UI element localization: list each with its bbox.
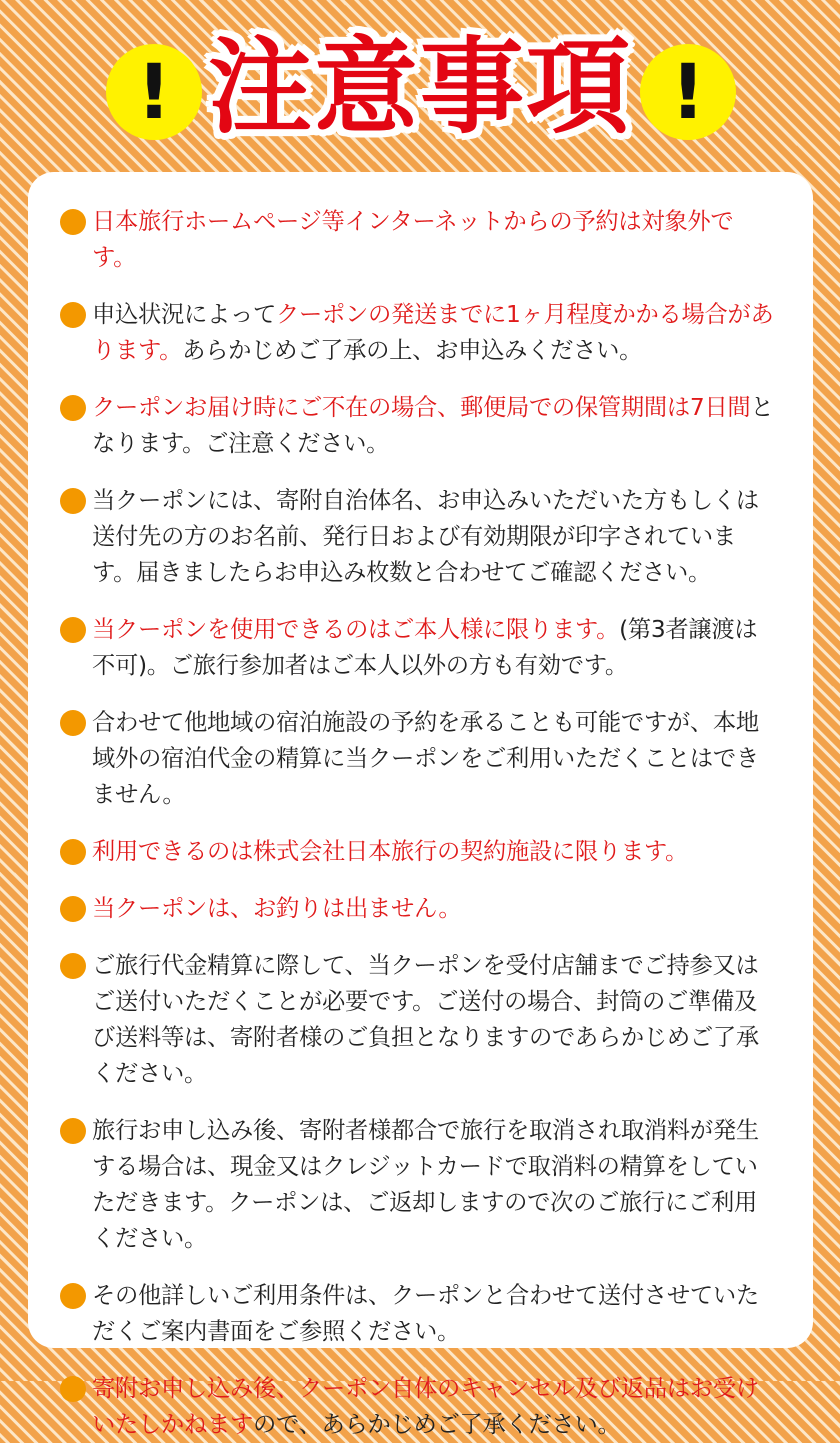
bullet-dot-icon xyxy=(60,896,86,922)
exclamation-icon-left: ! xyxy=(106,44,202,140)
note-segment: ご旅行代金精算に際して、当クーポンを受付店舗までご持参又はご送付いただくことが必要です。ご送付の場合、封筒のご準備及び送料等は、寄附者様のご負担となりますのであらかじめご了承ください。 xyxy=(92,952,759,1087)
bullet-dot-icon xyxy=(60,839,86,865)
note-text xyxy=(92,705,775,813)
note-segment: となります。ご注意ください。 xyxy=(92,394,774,457)
page-title: 注意事項 xyxy=(207,26,632,148)
note-text xyxy=(92,1278,775,1350)
note-segment: ので、あらかじめご了承ください。 xyxy=(252,1411,621,1438)
note-item xyxy=(60,1371,775,1443)
note-item xyxy=(60,390,775,462)
bullet-dot-icon xyxy=(60,1118,86,1144)
note-item xyxy=(60,891,775,927)
note-segment: その他詳しいご利用条件は、クーポンと合わせて送付させていただくご案内書面をご参照ください。 xyxy=(92,1282,759,1345)
note-item xyxy=(60,1113,775,1257)
note-item xyxy=(60,705,775,813)
note-emphasis: 寄附お申し込み後、クーポン自体のキャンセル及び返品はお受けいたしかねます xyxy=(92,1375,759,1438)
note-segment: (第3者譲渡は不可)。ご旅行参加者はご本人以外の方も有効です。 xyxy=(92,616,758,679)
note-segment: 申込状況によって xyxy=(92,301,276,328)
header xyxy=(0,0,840,165)
note-text xyxy=(92,297,775,369)
note-item xyxy=(60,483,775,591)
bullet-dot-icon xyxy=(60,710,86,736)
note-text xyxy=(92,1371,775,1443)
note-segment: 旅行お申し込み後、寄附者様都合で旅行を取消され取消料が発生する場合は、現金又はクレジットカードで取消料の精算をしていただきます。クーポンは、ご返却しますので次のご旅行にご利用ください。 xyxy=(92,1117,759,1252)
note-emphasis: 日本旅行ホームページ等インターネットからの予約は対象外です。 xyxy=(92,208,734,271)
note-emphasis: 当クーポンは、お釣りは出ません。 xyxy=(92,895,462,922)
note-text xyxy=(92,891,775,927)
bullet-dot-icon xyxy=(60,302,86,328)
note-segment: 当クーポンには、寄附自治体名、お申込みいただいた方もしくは送付先の方のお名前、発行日および有効期限が印字されています。届きましたらお申込み枚数と合わせてご確認ください。 xyxy=(92,487,759,586)
bullet-dot-icon xyxy=(60,953,86,979)
note-item xyxy=(60,948,775,1092)
note-emphasis: クーポンの発送までに1ヶ月程度かかる場合があります。 xyxy=(92,301,774,364)
notes-panel xyxy=(28,172,813,1438)
bullet-dot-icon xyxy=(60,488,86,514)
note-text xyxy=(92,612,775,684)
note-segment: 合わせて他地域の宿泊施設の予約を承ることも可能ですが、本地域外の宿泊代金の精算に当クーポンをご利用いただくことはできません。 xyxy=(92,709,759,808)
note-emphasis: 利用できるのは株式会社日本旅行の契約施設に限ります。 xyxy=(92,838,689,865)
note-text xyxy=(92,483,775,591)
exclamation-icon-right: ! xyxy=(640,44,736,140)
note-text xyxy=(92,948,775,1092)
bullet-dot-icon xyxy=(60,395,86,421)
note-item xyxy=(60,204,775,276)
note-item xyxy=(60,297,775,369)
bullet-dot-icon xyxy=(60,1283,86,1309)
note-text xyxy=(92,390,775,462)
note-text xyxy=(92,204,775,276)
note-item xyxy=(60,834,775,870)
note-item xyxy=(60,1278,775,1350)
note-text xyxy=(92,1113,775,1257)
note-emphasis: クーポンお届け時にご不在の場合、郵便局での保管期間は7日間 xyxy=(92,394,751,421)
note-segment: あらかじめご了承の上、お申込みください。 xyxy=(182,337,643,364)
bullet-dot-icon xyxy=(60,209,86,235)
note-emphasis: 当クーポンを使用できるのはご本人様に限ります。 xyxy=(92,616,620,643)
note-item xyxy=(60,612,775,684)
note-text xyxy=(92,834,775,870)
bullet-dot-icon xyxy=(60,617,86,643)
bullet-dot-icon xyxy=(60,1376,86,1402)
